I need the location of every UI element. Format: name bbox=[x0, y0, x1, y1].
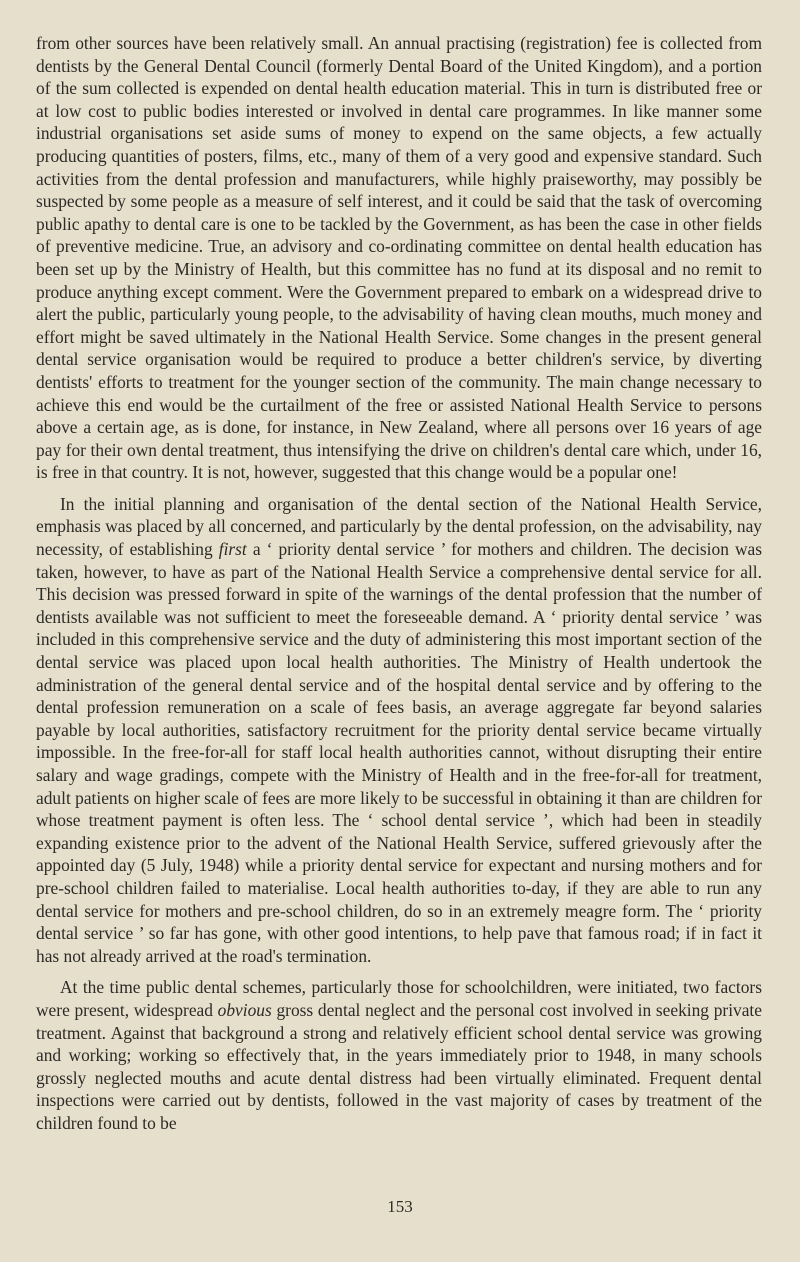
paragraph-1 bbox=[36, 32, 762, 484]
paragraph-3-text-b: gross dental neglect and the personal cost involved in seeking private treatment. Against that background a strong and relatively efficient school dental service was growing and working; working so effectively that, in the years immediately prior to 1948, in many schools grossly neglected mouths and acute dental distress had been virtually eliminated. Frequent dental inspections were carried out by dentists, followed in the vast majority of cases by treatment of the children found to be bbox=[36, 999, 762, 1133]
paragraph-3 bbox=[36, 976, 762, 1134]
paragraph-2 bbox=[36, 493, 762, 967]
paragraph-1-text: from other sources have been relatively small. An annual practising (registration) fee is collected from dentists by the General Dental Council (formerly Dental Board of the United Kingdom), and a portion of the sum collected is expended on dental health education material. This in turn is distributed free or at low cost to public bodies interested or involved in dental care programmes. In like manner some industrial organisations set aside sums of money to expend on the same objects, a few actually producing quantities of posters, films, etc., many of them of a very good and expensive standard. Such activities from the dental profession and manufacturers, while highly praiseworthy, may possibly be suspected by some people as a measure of self interest, and it could be said that the task of overcoming public apathy to dental care is one to be tackled by the Government, as has been the case in other fields of preventive medicine. True, an advisory and co-ordinating committee on dental health education has been set up by the Ministry of Health, but this committee has no fund at its disposal and no remit to produce anything except comment. Were the Government prepared to embark on a widespread drive to alert the public, particularly young people, to the advisability of having clean mouths, much money and effort might be saved ultimately in the National Health Service. Some changes in the present general dental service organisation would be required to produce a better children's service, by diverting dentists' efforts to treatment for the younger section of the community. The main change necessary to achieve this end would be the curtailment of the free or assisted National Health Service to persons above a certain age, as is done, for instance, in New Zealand, where all persons over 16 years of age pay for their own dental treatment, thus intensifying the drive on children's dental care which, under 16, is free in that country. It is not, however, suggested that this change would be a popular one! bbox=[36, 33, 762, 483]
paragraph-2-text-b: a ‘ priority dental service ’ for mothers and children. The decision was taken, however, to have as part of the National Health Service a comprehensive dental service for all. This decision was pressed forward in spite of the warnings of the dental profession that the number of dentists available was not sufficient to meet the foreseeable demand. A ‘ priority dental service ’ was included in this comprehensive service and the duty of administering this most important section of the dental service was placed upon local health authorities. The Ministry of Health undertook the administration of the general dental service and of the hospital dental service and by offering to the dental profession remuneration on a scale of fees basis, an average aggregate far beyond salaries payable by local authorities, satisfactory recruitment for the priority dental service became virtually impossible. In the free-for-all for staff local health authorities cannot, without disrupting their entire salary and wage gradings, compete with the Ministry of Health and in the free-for-all for treatment, adult patients on higher scale of fees are more likely to be successful in obtaining it than are children for whose treatment payment is often less. The ‘ school dental service ’, which had been in steadily expanding existence prior to the advent of the National Health Service, suffered grievously after the appointed day (5 July, 1948) while a priority dental service for expectant and nursing mothers and for pre-school children failed to materialise. Local health authorities to-day, if they are able to run any dental service for mothers and pre-school children, do so in an extremely meagre form. The ‘ priority dental service ’ so far has gone, with other good intentions, to help pave that famous road; if in fact it has not already arrived at the road's termination. bbox=[36, 539, 762, 966]
emphasis-first: first bbox=[218, 539, 247, 560]
paragraph-2-text-a: In the initial planning and organisation of the dental section of the National Health Service, emphasis was placed by all concerned, and particularly by the dental profession, on the advisability, nay necessity, of establishing bbox=[36, 493, 762, 560]
emphasis-obvious: obvious bbox=[217, 999, 272, 1020]
page-number: 153 bbox=[387, 1197, 413, 1216]
paragraph-3-text-a: At the time public dental schemes, particularly those for schoolchildren, were initiated, two factors were present, widespread bbox=[36, 977, 762, 1020]
body-text bbox=[36, 32, 762, 1135]
